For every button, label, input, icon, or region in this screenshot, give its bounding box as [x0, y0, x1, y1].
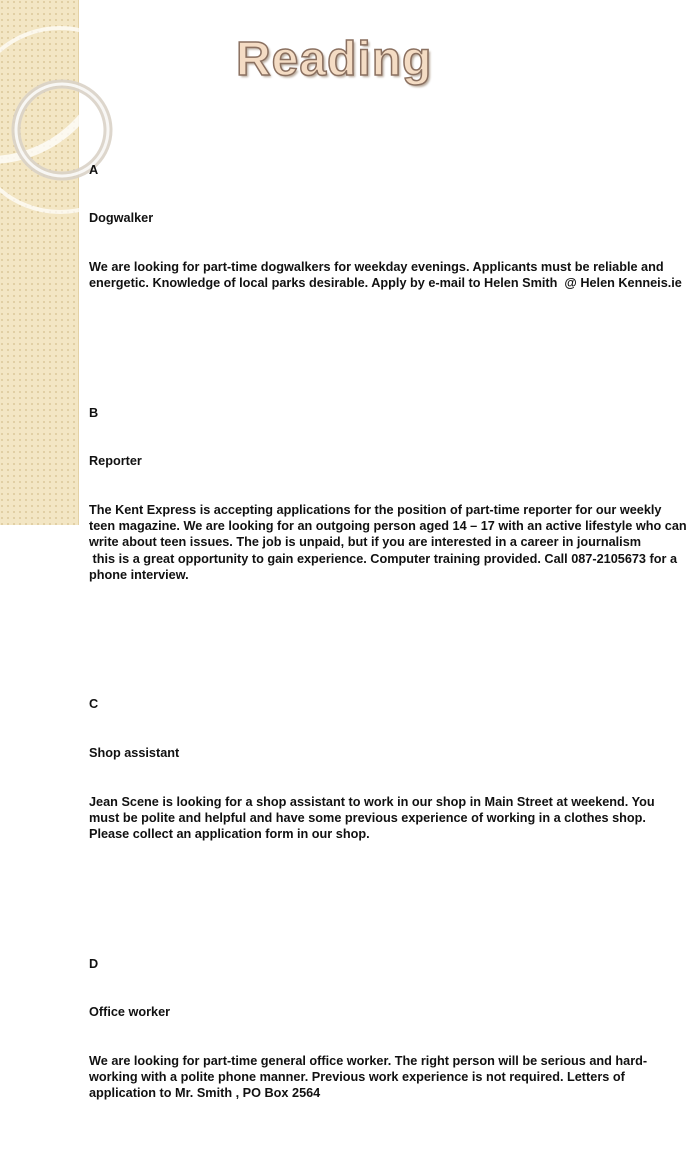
ad-role: Reporter	[89, 454, 142, 469]
ad-letter: D	[89, 956, 99, 971]
ad-letter: A	[89, 162, 99, 177]
ad-role: Office worker	[89, 1005, 171, 1020]
job-ad-c	[89, 664, 689, 875]
ad-body: The Kent Express is accepting applications for the position of part-time reporter for our weekly teen magazine. We are looking for an outgoing person aged 14 – 17 with an active lifestyle who can write about teen issues. The job is unpaid, but if you are interested in a career in journalism this is a great opportunity to gain experience. Computer training provided. Call 087-2105673 for a phone interview.	[89, 503, 687, 582]
ad-body: We are looking for part-time general office worker. The right person will be serious and hard-working with a polite phone manner. Previous work experience is not required. Letters of application to Mr. Smith , PO Box 2564	[89, 1053, 648, 1101]
ad-letter: B	[89, 405, 99, 420]
job-ads	[89, 97, 689, 1166]
job-ad-d	[89, 923, 689, 1134]
ad-body: We are looking for part-time dogwalkers for weekday evenings. Applicants must be reliable and energetic. Knowledge of local parks desirable. Apply by e-mail to Helen Smith @ Helen Kenneis.ie	[89, 260, 682, 291]
ad-letter: C	[89, 697, 99, 712]
job-ad-b	[89, 372, 689, 615]
ad-role: Shop assistant	[89, 746, 180, 761]
job-ad-a	[89, 129, 689, 323]
ad-body: Jean Scene is looking for a shop assistant to work in our shop in Main Street at weekend. You must be polite and helpful and have some previous experience of working in a clothes shop. Please collect an application form in our shop.	[89, 794, 662, 842]
ad-role: Dogwalker	[89, 211, 154, 226]
slide-title: Reading	[236, 33, 433, 86]
